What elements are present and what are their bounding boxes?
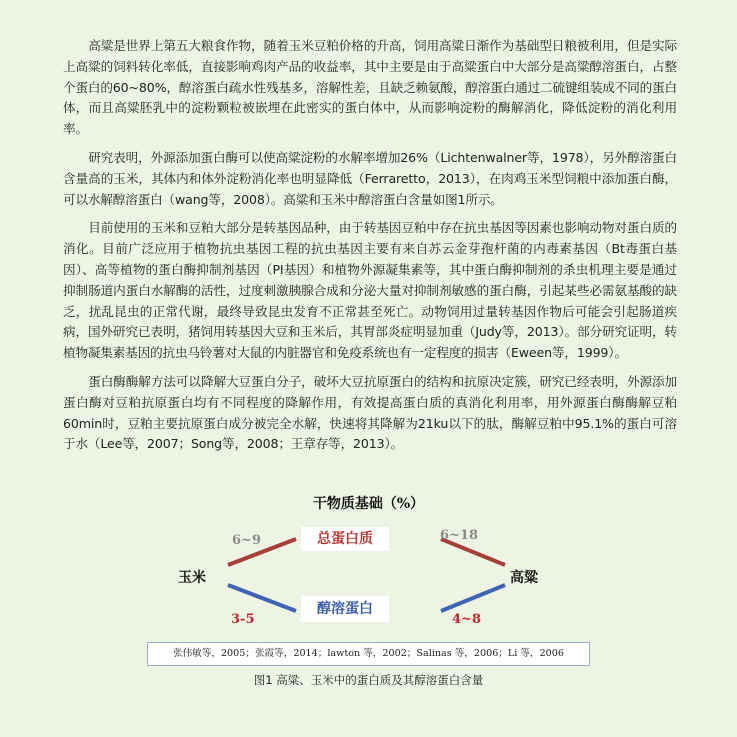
sorghum-kafirin-line <box>441 585 505 611</box>
total-protein-box <box>301 527 389 551</box>
paragraph-1: 高粱是世界上第五大粮食作物，随着玉米豆粕价格的升高，饲用高粱日渐作为基础型日粮被利用，但是实际上高粱的饲料转化率低，直接影响鸡肉产品的收益率，其中主要是由于高粱蛋白中大部分是高粱醇溶蛋白，占整个蛋白的60~80%，醇溶蛋白疏水性残基多，溶解性差，且缺乏赖氨酸，醇溶蛋白通过二硫键组装成不同的蛋白体，而且高粱胚乳中的淀粉颗粒被嵌埋在此密实的蛋白体中，从而影响淀粉的酶解消化，降低淀粉的消化利用率。 <box>63 38 677 137</box>
figure-references: 张伟敏等，2005；张霞等，2014；lawton 等，2002；Salinas 等，2006；Li 等，2006 <box>147 642 590 666</box>
corn-kafirin-line <box>228 585 296 611</box>
corn-kafirin-value: 3-5 <box>231 612 255 627</box>
total-protein-label: 总蛋白质 <box>317 531 373 547</box>
sorghum-total-value: 6~18 <box>440 528 479 543</box>
paragraph-3: 目前使用的玉米和豆粕大部分是转基因品种，由于转基因豆粕中存在抗虫基因等因素也影响动物对蛋白质的消化。目前广泛应用于植物抗虫基因工程的抗虫基因主要有来自苏云金芽孢杆菌的内毒素基因（Bt毒蛋白基因）、高等植物的蛋白酶抑制剂基因（PI基因）和植物外源凝集素等，其中蛋白酶抑制剂的杀虫机理主要是通过抑制肠道内蛋白水解酶的活性，过度刺激胰腺合成和分泌大量对抑制剂敏感的蛋白酶，引起某些必需氨基酸的缺乏，扰乱昆虫的正常代谢，最终导致昆虫发育不正常甚至死亡。动物饲用过量转基因作物后可能会引起肠道疾病，国外研究已表明，猪饲用转基因大豆和玉米后，其胃部炎症明显加重（Judy等，2013）。部分研究证明，转植物凝集素基因的抗虫马铃薯对大鼠的内脏器官和免疫系统也有一定程度的损害（Eween等，1999）。 <box>63 220 677 361</box>
corn-node: 玉米 <box>178 570 206 586</box>
paragraph-4: 蛋白酶酶解方法可以降解大豆蛋白分子，破坏大豆抗原蛋白的结构和抗原决定簇，研究已经表明，外源添加蛋白酶对豆粕抗原蛋白均有不同程度的降解作用，有效提高蛋白质的真消化利用率，用外源蛋白酶酶解豆粕60min时，豆粕主要抗原蛋白成分被完全水解，快速将其降解为21ku以下的肽，酶解豆粕中95.1%的蛋白可溶于水（Lee等，2007；Song等，2008；王章存等，2013）。 <box>63 373 677 452</box>
sorghum-kafirin-value: 4~8 <box>452 612 481 627</box>
figure-caption: 图1 高粱、玉米中的蛋白质及其醇溶蛋白含量 <box>253 673 484 687</box>
kafirin-label: 醇溶蛋白 <box>317 601 373 617</box>
corn-total-value: 6~9 <box>232 533 261 548</box>
kafirin-box <box>301 596 389 622</box>
paragraph-2: 研究表明，外源添加蛋白酶可以使高粱淀粉的水解率增加26%（Lichtenwalner等，1978），另外醇溶蛋白含量高的玉米，其体内和体外淀粉消化率也明显降低（Ferraretto，2013），在肉鸡玉米型饲粮中添加蛋白酶，可以水解醇溶蛋白（wang等，2008）。高粱和玉米中醇溶蛋白含量如图1所示。 <box>63 149 677 207</box>
figure-title: 干物质基础（%） <box>312 496 425 512</box>
sorghum-node: 高粱 <box>510 570 538 586</box>
